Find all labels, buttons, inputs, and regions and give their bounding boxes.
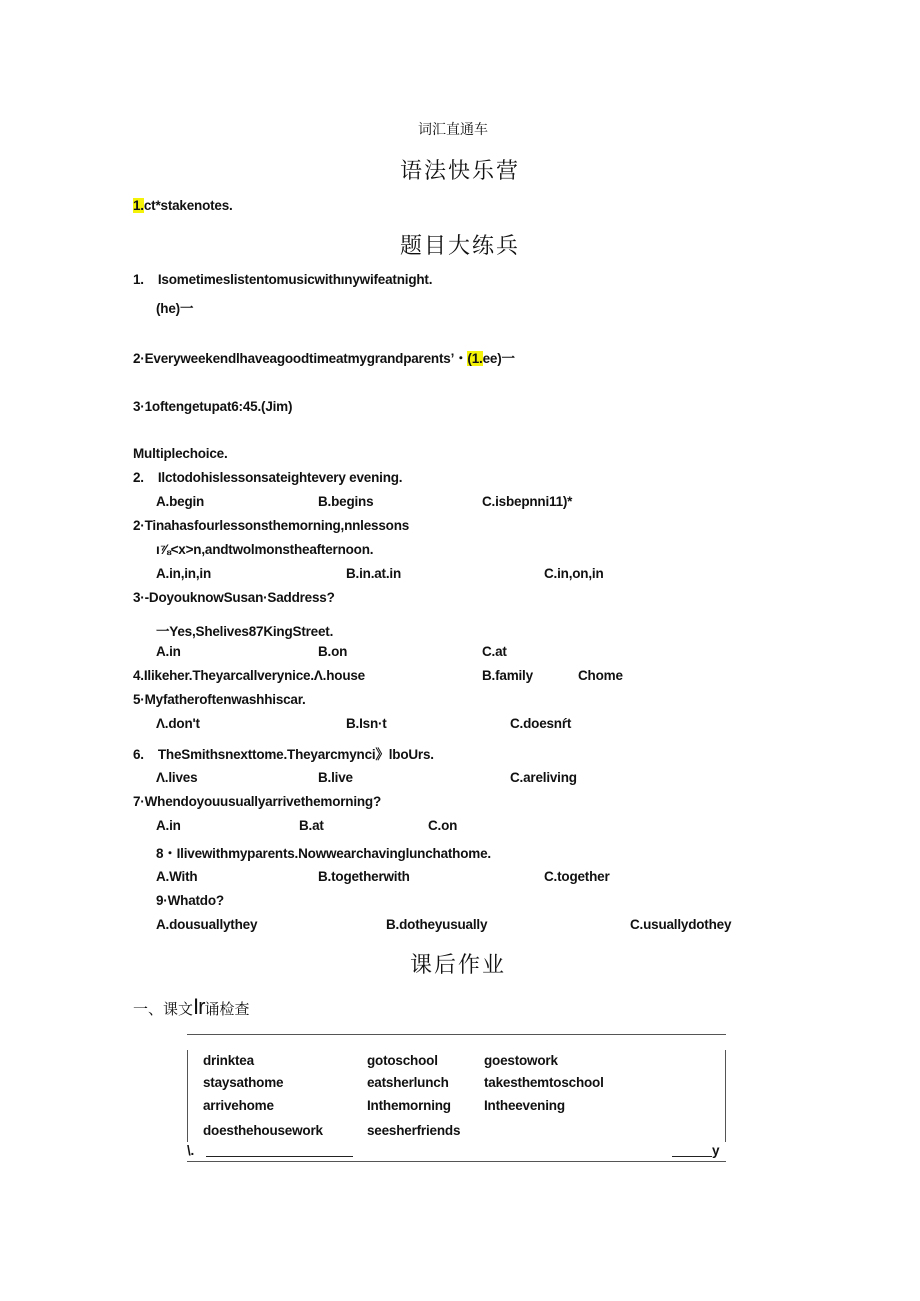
box-footer-left: \. [187, 1143, 195, 1158]
box-word: Inthemorning [367, 1098, 451, 1113]
option-c: Chome [578, 668, 623, 683]
option-c: C.usuallydothey [630, 917, 732, 932]
question-stem: 2·Tinahasfourlessonsthemorning,nnlessons [133, 518, 410, 533]
option-a: A.dousuallythey [156, 917, 258, 932]
section-one-title [133, 994, 249, 1020]
option-b: B.on [318, 644, 348, 659]
question-stem: 3·-DoyouknowSusan·Saddress? [133, 590, 335, 605]
option-b: B.begins [318, 494, 374, 509]
box-bottom-border [187, 1161, 726, 1162]
box-word: arrivehome [203, 1098, 274, 1113]
section-mid: Ir [193, 994, 205, 1019]
option-a: A.in,in,in [156, 566, 211, 581]
option-c: C.on [428, 818, 458, 833]
box-word: gotoschool [367, 1053, 438, 1068]
section-suffix: 诵检查 [204, 1000, 250, 1018]
option-c: C.areliving [510, 770, 577, 785]
heading-homework: 课后作业 [410, 953, 507, 978]
box-word: drinktea [203, 1053, 254, 1068]
question-stem: 4.Ilikeher.Theyarcallverynice.Λ.house [133, 668, 365, 683]
rewrite-item-2 [133, 347, 515, 367]
question-stem: 5·Myfatheroftenwashhiscar. [133, 692, 306, 707]
box-word: seesherfriends [367, 1123, 461, 1138]
option-a: Λ.lives [156, 770, 198, 785]
rewrite-item-1 [133, 272, 432, 287]
item-number: 1. [133, 272, 144, 287]
option-b: B.togetherwith [318, 869, 410, 884]
item-text: Isometimeslistentomusicwithınywifeatnight. [157, 272, 433, 287]
box-left-border [187, 1050, 188, 1142]
question-number: 6. [133, 747, 144, 762]
question-text: Ilctodohislessonsateightevery evening. [157, 470, 403, 485]
box-footer-underline-right [672, 1156, 712, 1157]
heading-vocab: 词汇直通车 [418, 122, 488, 138]
rewrite-hint-1: (he)一 [156, 301, 194, 316]
option-b: B.dotheyusually [386, 917, 488, 932]
grammar-line-text: ct*stakenotes. [143, 198, 233, 213]
question-stem-line2: 一Yes,Shelives87KingStreet. [156, 624, 334, 639]
highlight-mark: (1. [467, 351, 483, 366]
box-word: eatsherlunch [367, 1075, 449, 1090]
question-stem [133, 743, 434, 763]
box-top-border [187, 1034, 726, 1035]
box-footer-right: y [712, 1143, 720, 1158]
question-stem: 9·Whatdo? [156, 893, 224, 908]
question-stem-line2: ı⅞<x>n,andtwolmonstheafternoon. [156, 542, 374, 557]
box-word: staysathome [203, 1075, 284, 1090]
section-prefix: 一、课文 [133, 1000, 194, 1018]
option-b: B.in.at.in [346, 566, 401, 581]
option-a: A.With [156, 869, 198, 884]
option-a: A.in [156, 818, 181, 833]
box-word: goestowork [484, 1053, 558, 1068]
box-word: doesthehousework [203, 1123, 323, 1138]
option-a: A.in [156, 644, 181, 659]
option-b: B.family [482, 668, 533, 683]
question-stem [133, 470, 402, 485]
question-stem: 7·Whendoyouusuallyarrivethemorning? [133, 794, 382, 809]
question-number: 2. [133, 470, 144, 485]
question-text: TheSmithsnexttome.Theyarcmynci》lboUrs. [157, 747, 434, 762]
option-a: Λ.don't [156, 716, 200, 731]
option-b: B.live [318, 770, 353, 785]
mc-title: Multiplechoice. [133, 446, 228, 461]
box-word: Intheevening [484, 1098, 565, 1113]
option-c: C.doesnŕt [510, 716, 572, 731]
question-stem: 8・Ilivewithmyparents.Nowwearchavinglunchathome. [156, 846, 491, 861]
item-tail: ee)一 [482, 351, 515, 366]
grammar-line [133, 198, 233, 213]
option-b: B.Isn·t [346, 716, 387, 731]
option-b: B.at [299, 818, 324, 833]
item-text: 2·Everyweekendlhaveagoodtimeatmygrandparents’・ [133, 351, 468, 366]
option-c: C.together [544, 869, 610, 884]
box-right-border [725, 1050, 726, 1142]
box-footer-underline-left [206, 1156, 353, 1157]
option-c: C.in,on,in [544, 566, 604, 581]
heading-grammar: 语法快乐营 [400, 159, 521, 184]
option-c: C.isbepnni11)* [482, 494, 573, 509]
box-word: takesthemtoschool [484, 1075, 604, 1090]
option-a: A.begin [156, 494, 205, 509]
heading-practice: 题目大练兵 [400, 234, 521, 259]
highlight-mark: 1. [133, 198, 144, 213]
rewrite-item-3: 3·1oftengetupat6:45.(Jim) [133, 399, 293, 414]
option-c: C.at [482, 644, 507, 659]
